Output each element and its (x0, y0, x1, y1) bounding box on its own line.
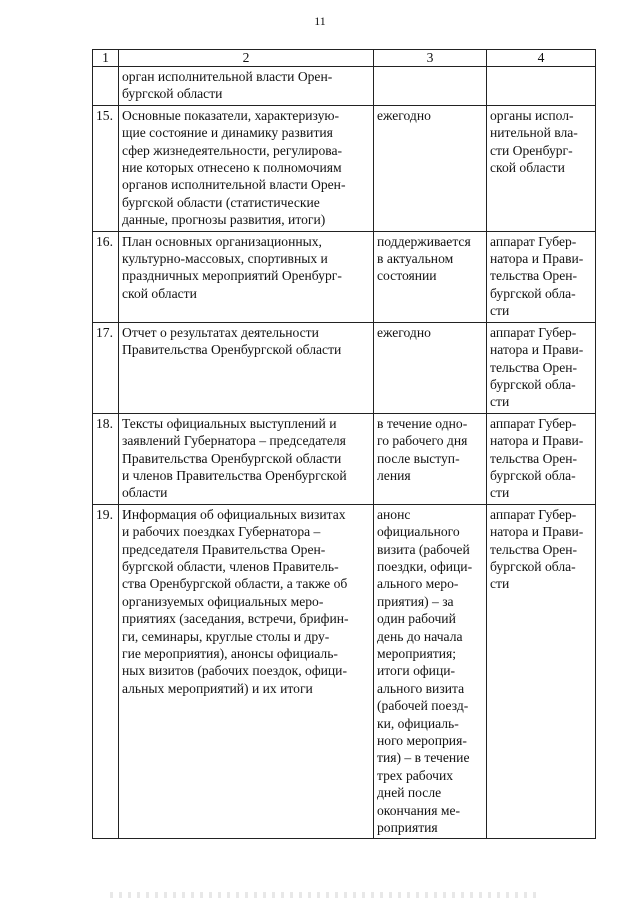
responsible-cell-line: натора и Прави- (490, 342, 584, 358)
content-cell-line: заявлений Губернатора – председателя (122, 433, 346, 449)
responsible-cell-line: натора и Прави- (490, 251, 584, 267)
responsible-cell-line: сти (490, 303, 510, 319)
content-cell-line: приятиях (заседания, встречи, брифин- (122, 611, 349, 627)
content-cell-line: План основных организационных, (122, 233, 322, 249)
header-col-2: 2 (119, 50, 374, 67)
deadline-cell-line: один рабочий (377, 611, 456, 627)
table-header-row (93, 50, 596, 67)
deadline-cell-line: ального меро- (377, 576, 459, 592)
row-number-cell (93, 231, 119, 322)
content-cell-line: сфер жизнедеятельности, регулирова- (122, 142, 343, 158)
header-col-4: 4 (487, 50, 596, 67)
scan-artifact (110, 892, 540, 898)
deadline-cell-line: анонс (377, 506, 411, 522)
content-cell (119, 231, 374, 322)
content-cell-line: бургской области, членов Правитель- (122, 558, 339, 574)
row-number: 16. (96, 233, 113, 249)
responsible-cell-line: нительной вла- (490, 125, 578, 141)
deadline-cell-line: ежегодно (377, 107, 431, 123)
row-number-cell (93, 105, 119, 231)
responsible-cell-line: аппарат Губер- (490, 415, 577, 431)
responsible-cell-line: тельства Орен- (490, 450, 578, 466)
content-cell (119, 67, 374, 106)
content-cell-line: Тексты официальных выступлений и (122, 415, 337, 431)
deadline-cell-line: день до начала (377, 628, 463, 644)
deadline-cell-line: (рабочей поезд- (377, 698, 469, 714)
responsible-cell-line: бургской обла- (490, 376, 576, 392)
deadline-cell (374, 67, 487, 106)
content-cell-line: области (122, 485, 168, 501)
responsible-cell (487, 504, 596, 839)
table-row (93, 231, 596, 322)
responsible-cell-line: тельства Орен- (490, 268, 578, 284)
responsible-cell-line: бургской обла- (490, 467, 576, 483)
content-cell-line: Информация об официальных визитах (122, 506, 346, 522)
row-number: 15. (96, 107, 113, 123)
responsible-cell-line: сти (490, 576, 510, 592)
content-cell-line: ской области (122, 285, 197, 301)
table-row (93, 322, 596, 413)
content-cell-line: Отчет о результатах деятельности (122, 324, 319, 340)
row-number-cell (93, 322, 119, 413)
deadline-cell (374, 504, 487, 839)
content-cell (119, 413, 374, 504)
responsible-cell-line: бургской обла- (490, 558, 576, 574)
content-cell (119, 322, 374, 413)
content-cell-line: данные, прогнозы развития, итоги) (122, 212, 326, 228)
row-number-cell (93, 413, 119, 504)
row-number: 17. (96, 324, 113, 340)
deadline-cell-line: ального визита (377, 680, 465, 696)
content-cell-line: ние которых отнесено к полномочиям (122, 160, 342, 176)
table-row (93, 67, 596, 106)
responsible-cell-line: органы испол- (490, 107, 574, 123)
deadline-cell-line: официального (377, 524, 460, 540)
table-row (93, 105, 596, 231)
deadline-cell-line: ежегодно (377, 324, 431, 340)
deadline-cell-line: в актуальном (377, 251, 454, 267)
content-cell-line: щие состояние и динамику развития (122, 125, 333, 141)
deadline-cell-line: ления (377, 467, 411, 483)
content-cell-line: культурно-массовых, спортивных и (122, 251, 328, 267)
header-col-3: 3 (374, 50, 487, 67)
responsible-cell-line: бургской обла- (490, 285, 576, 301)
deadline-cell-line: после выступ- (377, 450, 460, 466)
responsible-cell-line: сти (490, 485, 510, 501)
deadline-cell (374, 322, 487, 413)
responsible-cell-line: тельства Орен- (490, 541, 578, 557)
deadline-cell (374, 413, 487, 504)
deadline-cell-line: роприятия (377, 820, 438, 836)
table-row (93, 504, 596, 839)
content-cell-line: ства Оренбургской области, а также об (122, 576, 348, 592)
row-number-cell (93, 67, 119, 106)
responsible-cell-line: аппарат Губер- (490, 233, 577, 249)
deadline-cell-line: тия) – в течение (377, 750, 470, 766)
deadline-cell-line: поездки, офици- (377, 558, 473, 574)
deadline-cell-line: поддерживается (377, 233, 471, 249)
deadline-cell-line: приятия) – за (377, 593, 454, 609)
responsible-cell (487, 231, 596, 322)
deadline-cell-line: в течение одно- (377, 415, 468, 431)
deadline-cell-line: визита (рабочей (377, 541, 470, 557)
deadline-cell (374, 105, 487, 231)
content-cell-line: председателя Правительства Орен- (122, 541, 326, 557)
row-number: 19. (96, 506, 113, 522)
responsible-cell-line: ской области (490, 160, 565, 176)
responsible-cell (487, 105, 596, 231)
content-cell-line: органов исполнительной власти Орен- (122, 177, 346, 193)
row-number: 18. (96, 415, 113, 431)
responsible-cell-line: тельства Орен- (490, 359, 578, 375)
content-cell-line: орган исполнительной власти Орен- (122, 69, 333, 84)
responsible-cell-line: натора и Прави- (490, 433, 584, 449)
content-cell-line: бургской области (122, 86, 223, 102)
content-cell-line: бургской области (статистические (122, 194, 320, 210)
row-number-cell (93, 504, 119, 839)
content-cell (119, 504, 374, 839)
deadline-cell-line: го рабочего дня (377, 433, 468, 449)
content-cell-line: альных мероприятий) и их итоги (122, 680, 313, 696)
responsible-cell (487, 67, 596, 106)
deadline-cell-line: итоги офици- (377, 663, 456, 679)
responsible-cell-line: аппарат Губер- (490, 324, 577, 340)
deadline-cell (374, 231, 487, 322)
deadline-cell-line: мероприятия; (377, 646, 457, 661)
table-row (93, 413, 596, 504)
header-col-1: 1 (93, 50, 119, 67)
content-cell (119, 105, 374, 231)
content-cell-line: гие мероприятия), анонсы официаль- (122, 646, 338, 661)
content-cell-line: ги, семинары, круглые столы и дру- (122, 628, 330, 644)
document-table (92, 49, 596, 839)
content-cell-line: и рабочих поездках Губернатора – (122, 524, 321, 540)
responsible-cell-line: натора и Прави- (490, 524, 584, 540)
deadline-cell-line: окончания ме- (377, 802, 461, 818)
deadline-cell-line: трех рабочих (377, 767, 454, 783)
content-cell-line: Основные показатели, характеризую- (122, 107, 340, 123)
responsible-cell (487, 322, 596, 413)
responsible-cell (487, 413, 596, 504)
responsible-cell-line: аппарат Губер- (490, 506, 577, 522)
page-number: 11 (314, 14, 326, 28)
deadline-cell-line: дней после (377, 785, 442, 801)
content-cell-line: организуемых официальных меро- (122, 593, 324, 609)
deadline-cell-line: ки, официаль- (377, 715, 459, 731)
content-cell-line: ных визитов (рабочих поездок, офици- (122, 663, 347, 679)
content-cell-line: Правительства Оренбургской области (122, 450, 342, 466)
deadline-cell-line: состоянии (377, 268, 437, 284)
deadline-cell-line: ного мероприя- (377, 733, 467, 749)
content-cell-line: Правительства Оренбургской области (122, 342, 342, 358)
responsible-cell-line: сти Оренбург- (490, 142, 573, 158)
content-cell-line: праздничных мероприятий Оренбург- (122, 268, 342, 284)
responsible-cell-line: сти (490, 394, 510, 410)
content-cell-line: и членов Правительства Оренбургской (122, 467, 347, 483)
